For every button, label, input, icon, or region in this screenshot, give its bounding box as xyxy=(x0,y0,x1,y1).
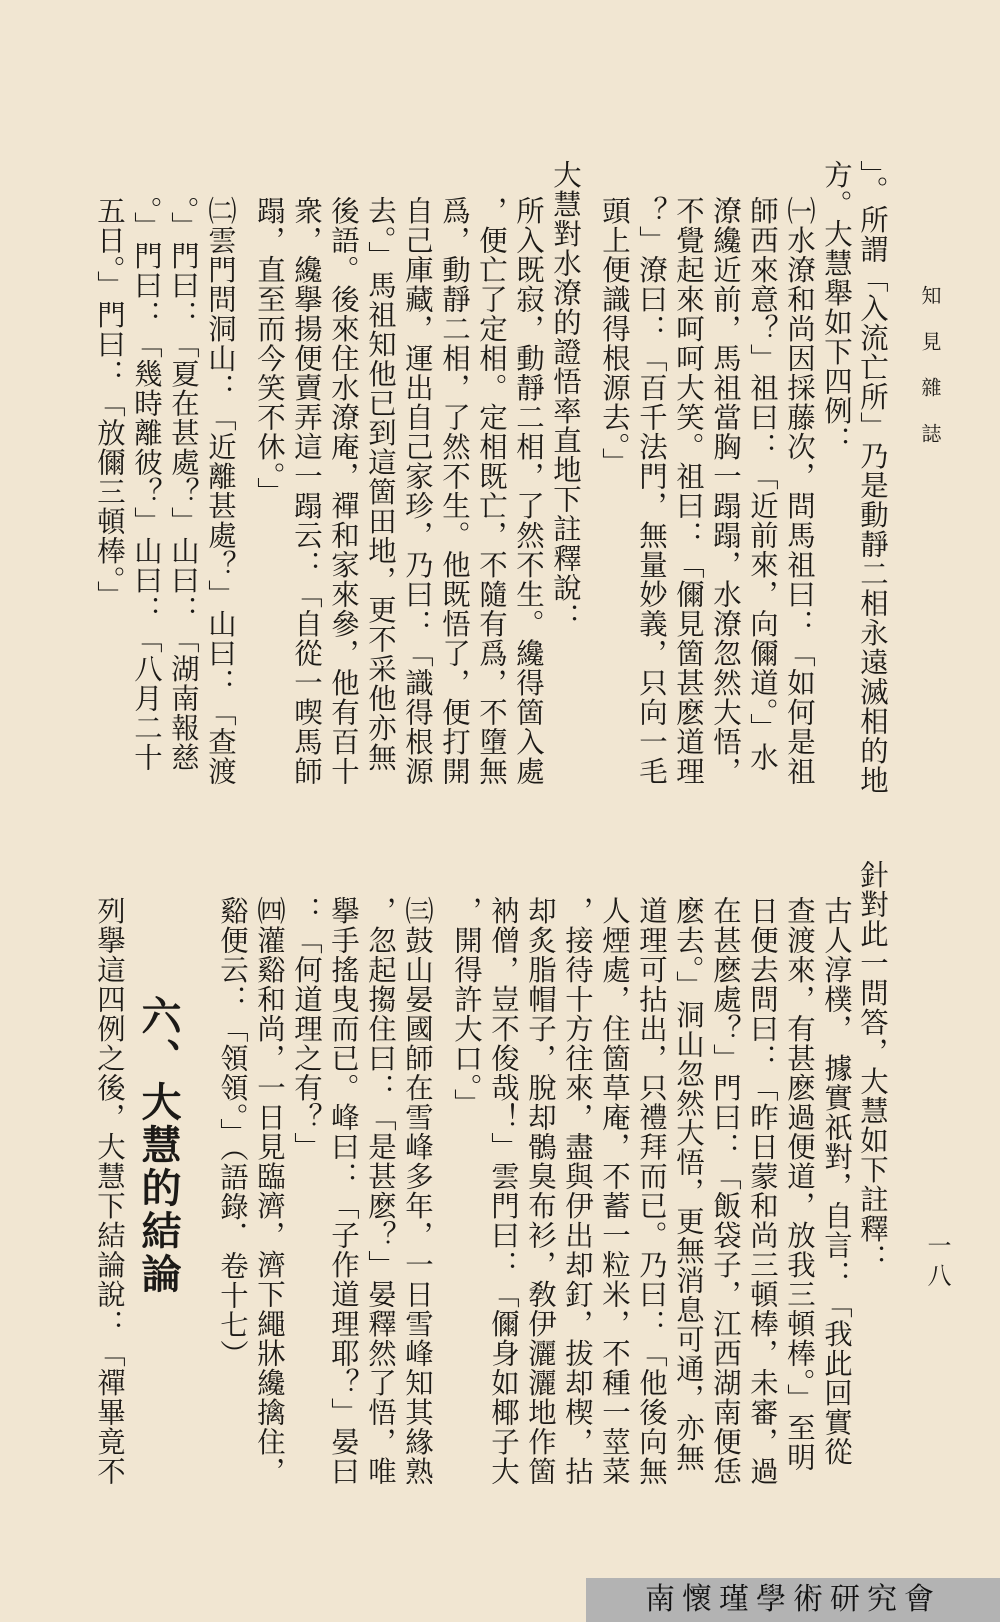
text-column: 去。」馬祖知他已到這箇田地，更不采他亦無 xyxy=(364,196,397,772)
text-column: 列擧這四例之後，大慧下結論說：「禪畢竟不 xyxy=(93,896,126,1486)
text-column: 自己庫藏，運出自己家珍，乃曰：「識得根源 xyxy=(401,196,434,786)
text-column: 方。大慧舉如下四例： xyxy=(820,160,853,455)
text-column: ，接待十方往來，盡與伊出却釘，拔却楔，拈 xyxy=(561,896,594,1486)
text-column: 後語。後來住水潦庵，禪和家來參，他有百十 xyxy=(327,196,360,786)
text-column: ，忽起搊住曰：「是甚麽？」晏釋然了悟，唯 xyxy=(364,896,397,1486)
text-column: ㈣灌谿和尚，一日見臨濟，濟下繩牀纔擒住， xyxy=(253,896,286,1486)
text-column: 在甚麽處？」門曰：「飯袋子，江西湖南便恁 xyxy=(709,896,742,1486)
text-column: 針對此一問答，大慧如下註釋： xyxy=(856,860,889,1273)
text-column: ㈢鼓山晏國師在雪峰多年，一日雪峰知其緣熟 xyxy=(401,896,434,1486)
page-number: 一八 xyxy=(923,1233,951,1293)
text-column: 查渡來，有甚麽過便道，放我三頓棒。」至明 xyxy=(783,896,816,1472)
text-column: 日便去問曰：「昨日蒙和尚三頓棒，未審，過 xyxy=(746,896,779,1486)
journal-title: 知見雜誌 xyxy=(918,285,942,469)
text-column: ？」潦曰：「百千法門，無量妙義，只向一毛 xyxy=(635,196,668,786)
text-column: ，便亡了定相。定相既亡，不隨有爲，不墮無 xyxy=(475,196,508,786)
text-column: ㈠水潦和尚因採藤次，問馬祖曰：「如何是祖 xyxy=(783,196,816,786)
text-column: 麽去。」洞山忽然大悟，更無消息可通，亦無 xyxy=(672,896,705,1472)
text-column: 道理可拈出，只禮拜而已。乃曰：「他後向無 xyxy=(635,896,668,1486)
text-column: 爲，動靜二相，了然不生。他既悟了，便打開 xyxy=(438,196,471,786)
text-column: 師西來意？」祖曰：「近前來，向儞道。」水 xyxy=(746,196,779,772)
text-column: 蹋，直至而今笑不休。」 xyxy=(253,196,286,507)
text-column: 所入既寂，動靜二相，了然不生。纔得箇入處 xyxy=(512,196,545,786)
text-column: 衲僧，豈不俊哉！」雲門曰：「儞身如椰子大 xyxy=(487,896,520,1486)
text-column: 頭上便識得根源去。」 xyxy=(598,196,631,477)
publisher-footer: 南懷瑾學術研究會 xyxy=(586,1578,1000,1622)
text-column: 人煙處，住箇草庵，不蓄一粒米，不種一莖菜 xyxy=(598,896,631,1486)
text-column: 五日。」門曰：「放儞三頓棒。」 xyxy=(93,196,126,611)
text-column: 潦纔近前，馬祖當胸一蹋蹋，水潦忽然大悟， xyxy=(709,196,742,786)
section-heading: 六、大慧的結論 xyxy=(135,995,181,1296)
text-column: ，開得許大口。」 xyxy=(450,896,483,1118)
text-column: 谿便云：「領領。」（語錄．卷十七） xyxy=(216,896,249,1370)
text-column: 擧手搖曳而已。峰曰：「子作道理耶？」晏曰 xyxy=(327,896,360,1486)
text-column: 。」門曰：「夏在甚處？」山曰：「湖南報慈 xyxy=(167,196,200,772)
text-column: 衆，纔擧揚便賣弄這一蹋云：「自從一喫馬師 xyxy=(290,196,323,786)
text-column: ㈡雲門問洞山：「近離甚處？」山曰：「查渡 xyxy=(204,196,237,786)
text-column: ：「何道理之有？」 xyxy=(290,896,323,1162)
text-column: 古人淳樸， 據實祇對，自言：「我此回實從 xyxy=(820,896,853,1467)
text-column: 不覺起來呵呵大笑。祖曰：「儞見箇甚麽道理 xyxy=(672,196,705,786)
text-column: 。」門曰：「幾時離彼？」山曰：「八月二十 xyxy=(130,196,163,772)
text-column: 」。所謂「入流亡所」乃是動靜二相永遠滅相的地 xyxy=(856,160,889,795)
text-column: 却炙脂帽子，脫却鶻臭布衫，敎伊灑灑地作箇 xyxy=(524,896,557,1486)
text-column: 大慧對水潦的證悟率直地下註釋說： xyxy=(549,160,582,632)
